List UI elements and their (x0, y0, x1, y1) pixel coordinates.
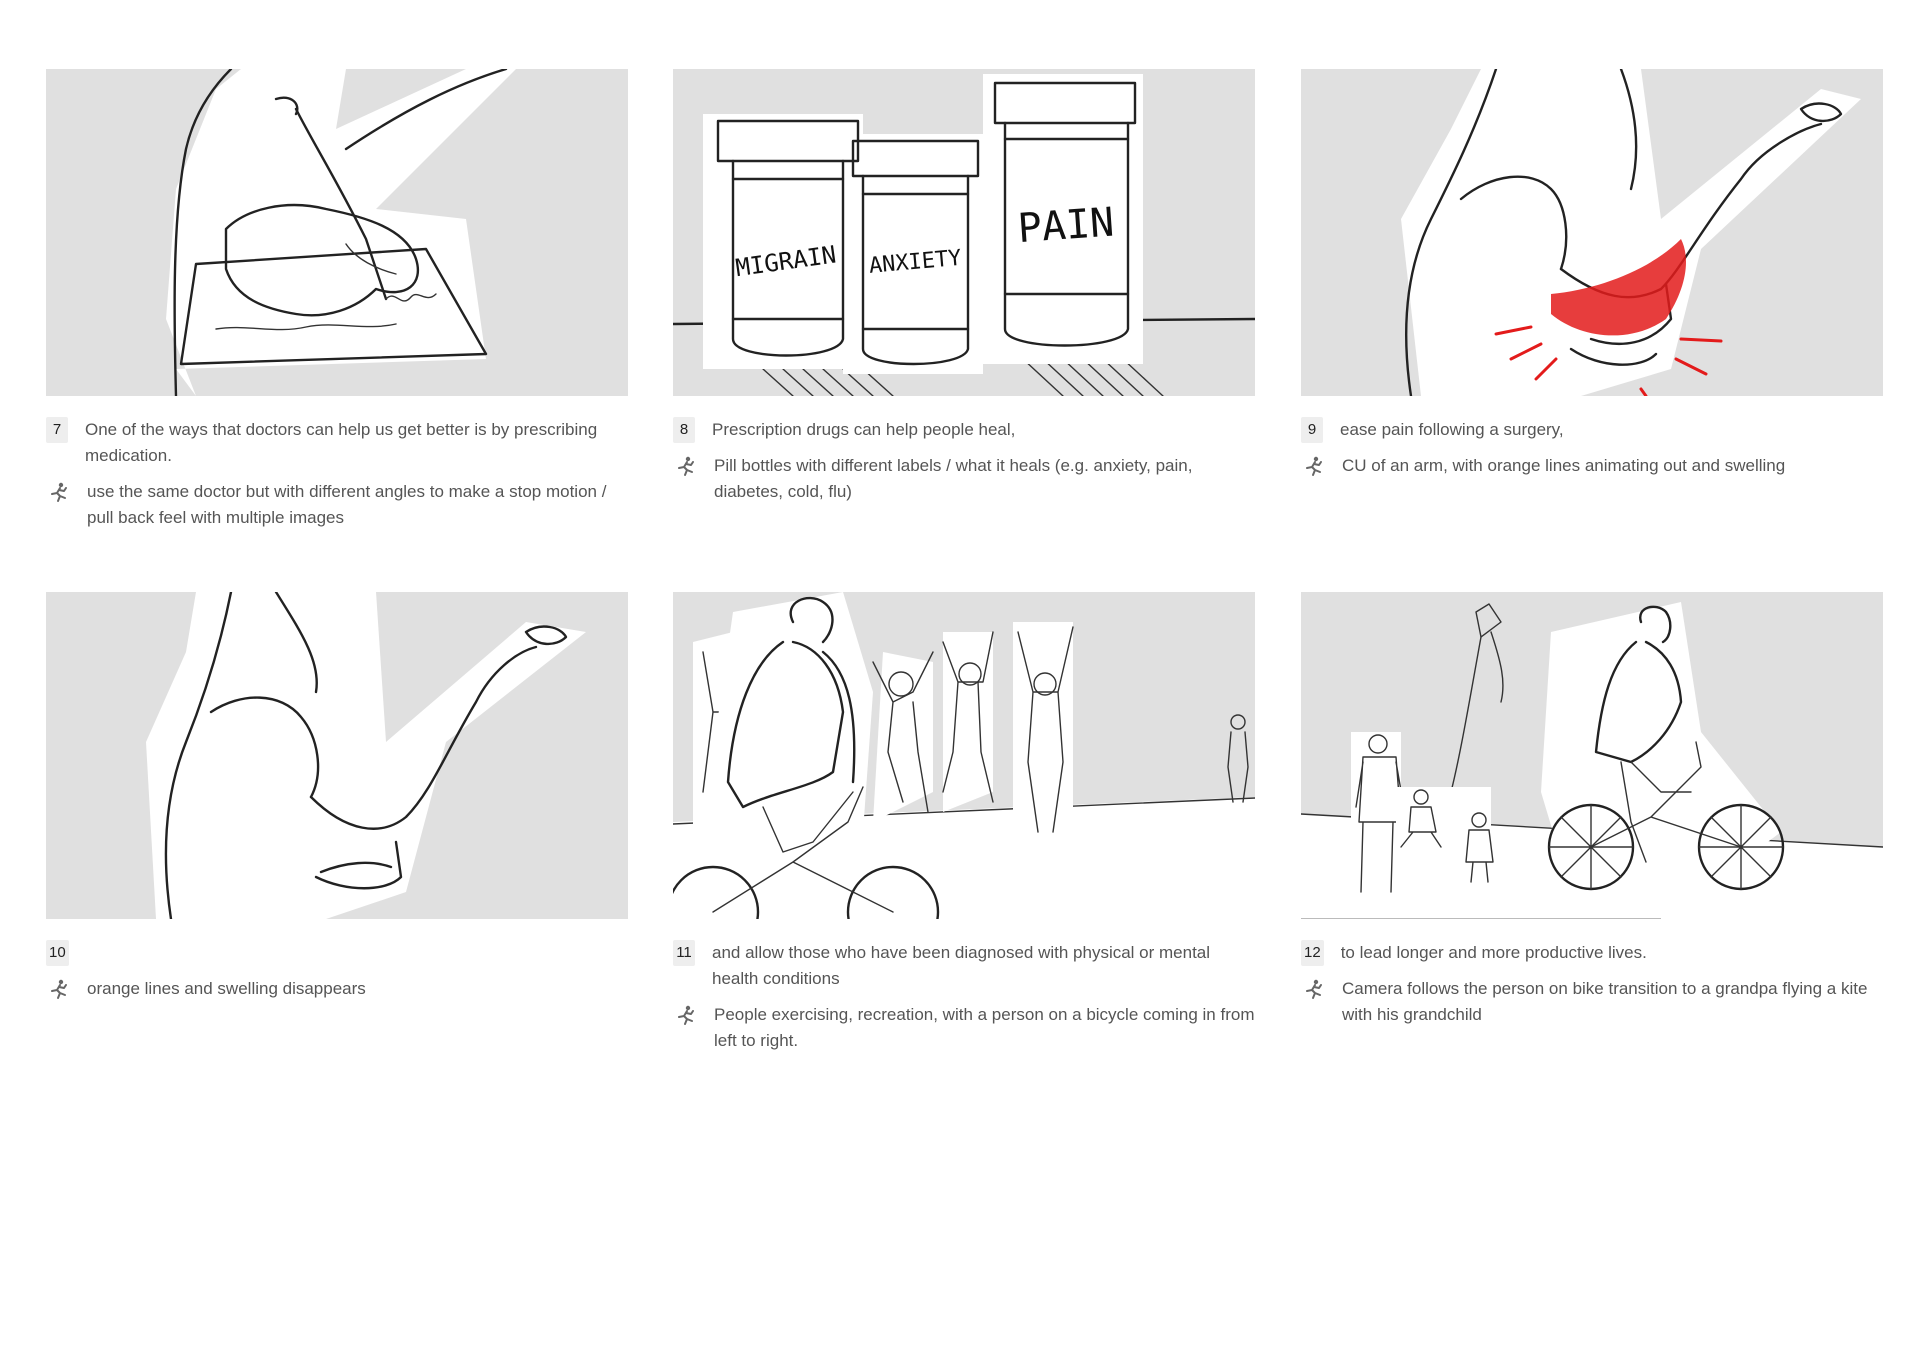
shot-number: 10 (46, 940, 69, 966)
storyboard-panel-9 (1301, 69, 1883, 489)
storyboard-panel-8 (673, 69, 1255, 515)
direction-text: use the same doctor but with different angles to make a stop motion / pull back feel with multiple images (87, 482, 607, 527)
running-figure-icon (675, 1004, 697, 1026)
narration-row (1301, 940, 1883, 966)
direction-row (46, 479, 628, 531)
narration-row (673, 940, 1255, 992)
bottle-label-anxiety: ANXIETY (867, 245, 963, 279)
direction-text: Camera follows the person on bike transition to a grandpa flying a kite with his grandchild (1342, 979, 1868, 1024)
bottle-label-migrain: MIGRAIN (733, 240, 838, 283)
narration-row (1301, 417, 1883, 443)
running-figure-icon (48, 481, 70, 503)
panel-10-frame (46, 592, 628, 919)
running-figure-icon (48, 978, 70, 1000)
arm-healed-sketch (46, 592, 628, 919)
shot-number: 9 (1301, 417, 1323, 443)
direction-text: Pill bottles with different labels / what it heals (e.g. anxiety, pain, diabetes, cold, flu) (714, 456, 1193, 501)
shot-number: 7 (46, 417, 68, 443)
storyboard-panel-12 (1301, 592, 1883, 1038)
bottle-label-pain: PAIN (1016, 199, 1116, 253)
narration-text: Prescription drugs can help people heal, (712, 420, 1016, 439)
shot-number: 11 (673, 940, 695, 966)
cyclist-figure (1541, 602, 1783, 892)
people-exercising-sketch (673, 592, 1255, 919)
direction-row (673, 453, 1255, 505)
narration-text: and allow those who have been diagnosed with physical or mental health conditions (712, 943, 1211, 988)
panel-7-frame (46, 69, 628, 396)
panel-11-frame (673, 592, 1255, 919)
narration-text: One of the ways that doctors can help us get better is by prescribing medication. (85, 420, 598, 465)
running-figure-icon (675, 455, 697, 477)
bike-and-kite-sketch (1301, 592, 1883, 919)
running-figure-icon (1303, 978, 1325, 1000)
panel-9-frame (1301, 69, 1883, 396)
panel-12-frame (1301, 592, 1883, 919)
direction-text: People exercising, recreation, with a person on a bicycle coming in from left to right. (714, 1005, 1255, 1050)
direction-text: CU of an arm, with orange lines animating out and swelling (1342, 456, 1786, 475)
direction-text: orange lines and swelling disappears (87, 979, 366, 998)
panel-8-frame (673, 69, 1255, 396)
storyboard-panel-10 (46, 592, 628, 1012)
shot-number: 12 (1301, 940, 1324, 966)
narration-text: ease pain following a surgery, (1340, 420, 1564, 439)
shot-number: 8 (673, 417, 695, 443)
narration-row (46, 940, 628, 966)
narration-row (673, 417, 1255, 443)
arm-pain-sketch (1301, 69, 1883, 396)
direction-row (673, 1002, 1255, 1054)
hand-writing-prescription-sketch (46, 69, 628, 396)
grandpa-figure (1351, 732, 1403, 902)
storyboard-panel-7 (46, 69, 628, 541)
direction-row (1301, 453, 1883, 479)
direction-row (1301, 976, 1883, 1028)
direction-row (46, 976, 628, 1002)
running-figure-icon (1303, 455, 1325, 477)
pill-bottles-sketch (673, 69, 1255, 396)
narration-row (46, 417, 628, 469)
narration-text: to lead longer and more productive lives. (1340, 943, 1647, 962)
storyboard-panel-11 (673, 592, 1255, 1064)
grandchild-figure (1396, 787, 1493, 892)
